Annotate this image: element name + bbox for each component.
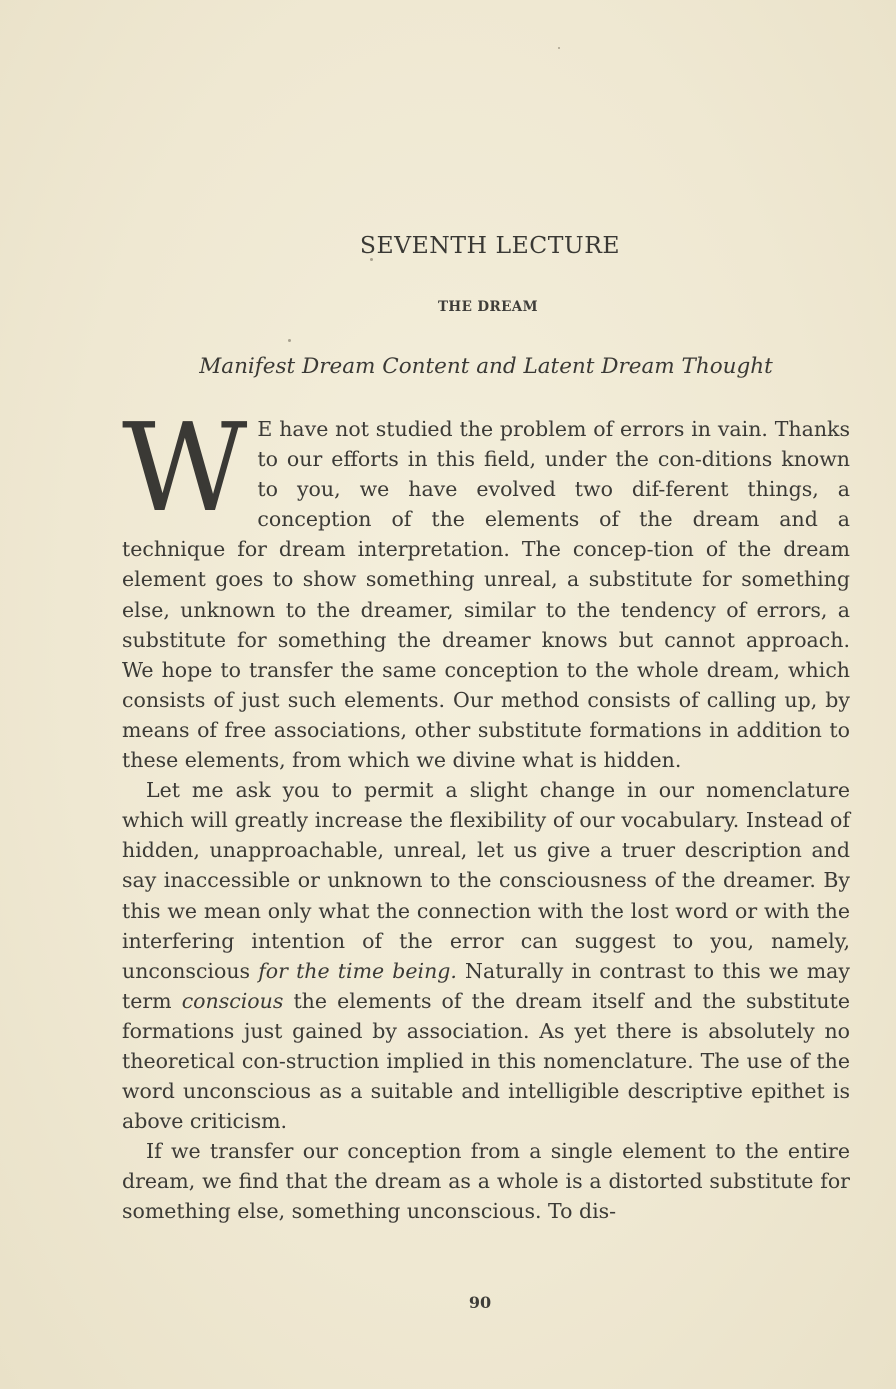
chapter-title: THE DREAM bbox=[437, 299, 539, 315]
paragraph-2-italic-a: for the time being. bbox=[258, 958, 457, 983]
paragraph-2-text-c: the elements of the dream itself and the substitute formations just gained by association. As yet there is absolutely no theoretical con-struction implied in this nomenclature. The use of the word unconscious as a suitable and intelligible descriptive epithet is above criticism. bbox=[122, 988, 850, 1134]
body-text bbox=[122, 397, 850, 1227]
paragraph-3: If we transfer our conception from a single element to the entire dream, we find that the dream as a whole is a distorted substitute for something else, something unconscious. To dis- bbox=[122, 1139, 850, 1224]
paragraph-1 bbox=[122, 397, 850, 775]
paper-speck bbox=[288, 339, 291, 342]
paragraph-2-italic-b: conscious bbox=[181, 988, 284, 1013]
paragraph-2-text-b: Naturally in contrast to this we may term bbox=[122, 958, 850, 1013]
paragraph-2-text-a: Let me ask you to permit a slight change in our nomenclature which will greatly increase the flexibility of our vocabulary. Instead of hidden, unapproachable, unreal, let us give a truer description and say inaccessible or unknown to the consciousness of the dreamer. By this we mean only what the connection with the lost word or with the interfering intention of the error can suggest to you, namely, unconscious bbox=[122, 778, 850, 983]
section-title: Manifest Dream Content and Latent Dream Thought bbox=[199, 354, 773, 379]
paragraph-2 bbox=[122, 775, 850, 1136]
paper-speck bbox=[558, 47, 560, 49]
drop-cap: W bbox=[122, 397, 248, 539]
lecture-heading: SEVENTH LECTURE bbox=[359, 231, 621, 259]
page-number: 90 bbox=[468, 1293, 492, 1312]
paragraph-1-text: E have not studied the problem of errors in vain. Thanks to our efforts in this field, under the con-ditions known to you, we have evolved two dif-ferent things, a conception of the elements of the dream and a technique for dream interpretation. The concep-tion of the dream element goes to show something unreal, a substitute for something else, unknown to the dreamer, similar to the tendency of errors, a substitute for something the dreamer knows but cannot approach. We hope to transfer the same conception to the whole dream, which consists of just such elements. Our method consists of calling up, by means of free associations, other substitute formations in addition to these elements, from which we divine what is hidden. bbox=[122, 417, 850, 773]
